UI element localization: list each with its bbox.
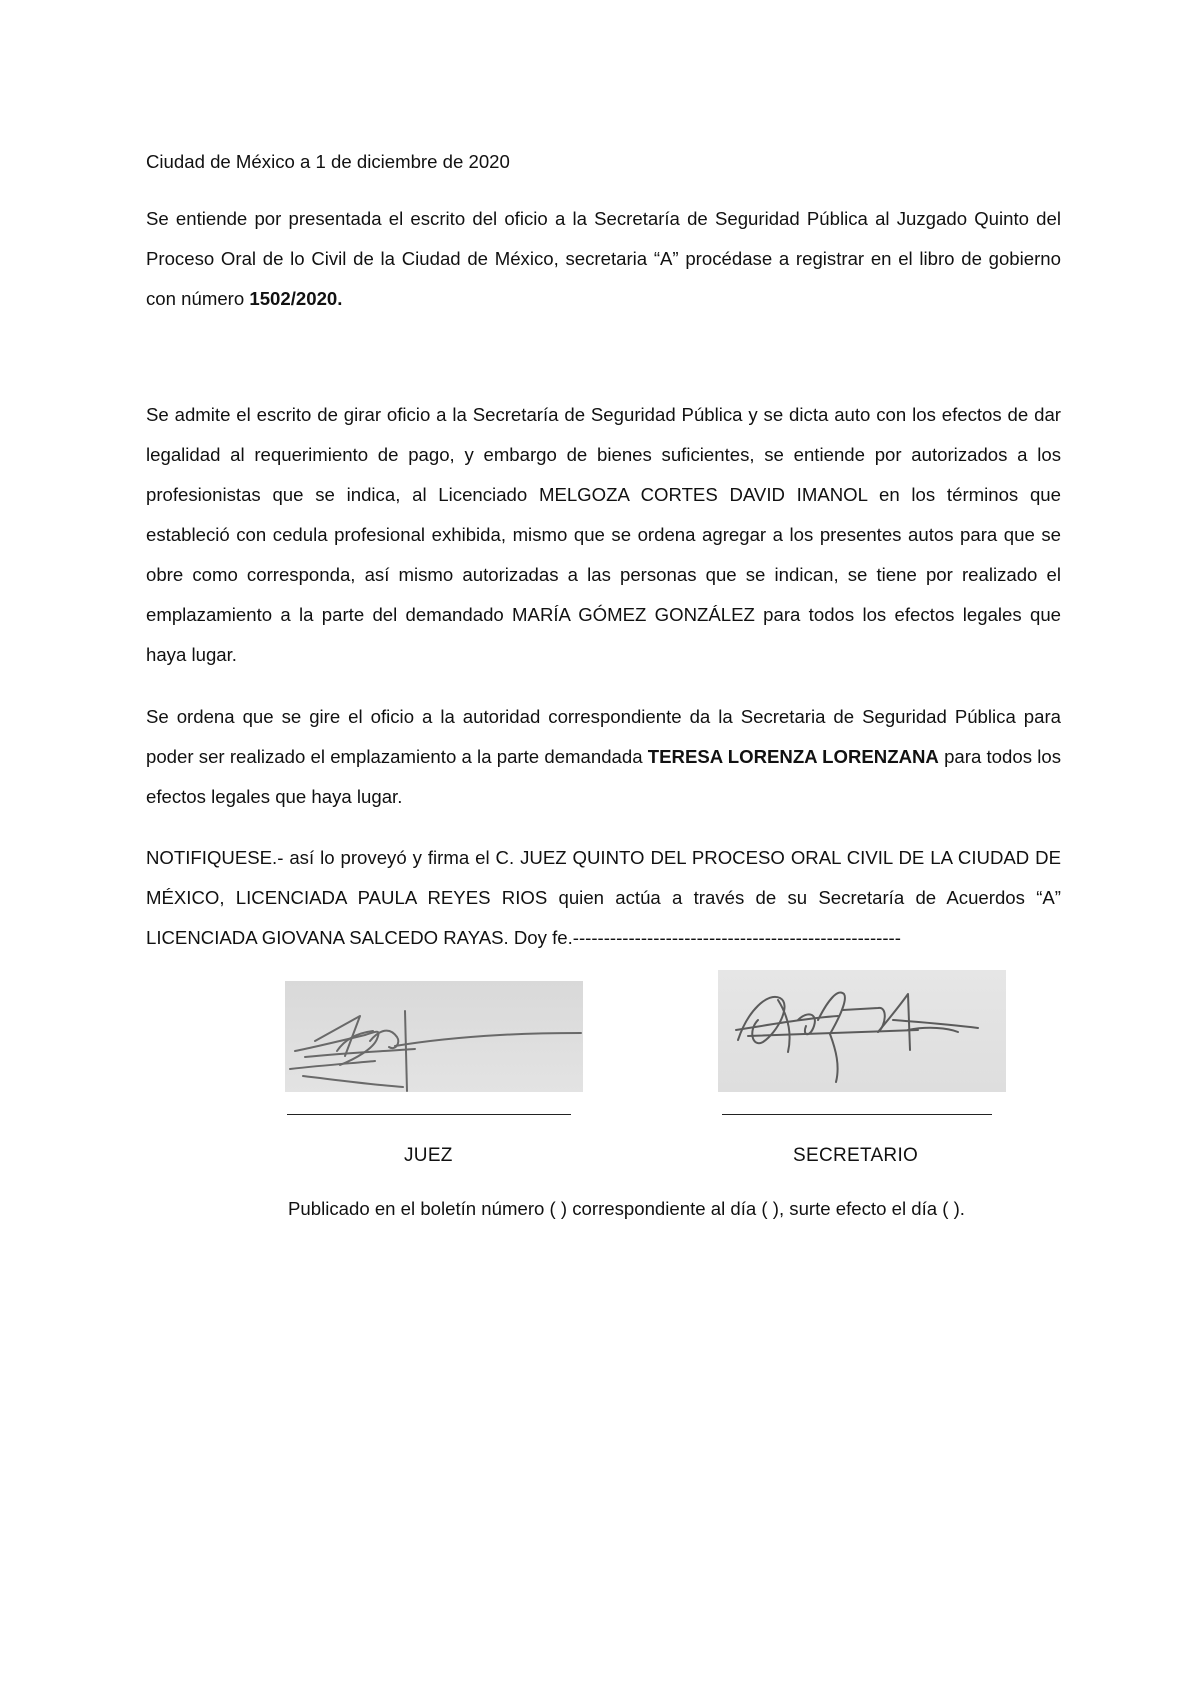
date-line: Ciudad de México a 1 de diciembre de 2020 <box>146 151 510 172</box>
paragraph-order <box>146 697 1061 817</box>
defendant-name: TERESA LORENZA LORENZANA <box>647 746 939 767</box>
judge-label: JUEZ <box>404 1145 453 1166</box>
judge-signature-line <box>287 1114 571 1115</box>
paragraph-notification: NOTIFIQUESE.- así lo proveyó y firma el C. JUEZ QUINTO DEL PROCESO ORAL CIVIL DE LA CIUDAD DE MÉXICO, LICENCIADA PAULA REYES RIOS quien actúa a través de su Secretaría de Acuerdos “A” LICENCIADA GIOVANA SALCEDO RAYAS. Doy fe.----------------------------------------------------- <box>146 847 1061 948</box>
secretary-label: SECRETARIO <box>793 1145 919 1166</box>
publication-line: Publicado en el boletín número ( ) correspondiente al día ( ), surte efecto el día ( ). <box>288 1198 965 1219</box>
paragraph-order-end: para todos los efectos legales que haya lugar. <box>146 746 1061 807</box>
case-number-period: . <box>337 288 343 309</box>
judge-signature-image <box>285 981 583 1092</box>
secretary-signature-image <box>718 970 1006 1092</box>
paragraph-order-text: Se ordena que se gire el oficio a la autoridad correspondiente da la Secretaria de Seguridad Pública para poder ser realizado el emplazamiento a la parte demandada <box>146 706 1061 767</box>
paragraph-registration <box>146 199 1061 319</box>
paragraph-registration-text: Se entiende por presentada el escrito del oficio a la Secretaría de Seguridad Pública al Juzgado Quinto del Proceso Oral de lo Civil de la Ciudad de México, secretaria “A” procédase a registrar en el libro de gobierno con número <box>146 208 1061 309</box>
secretary-signature-line <box>722 1114 992 1115</box>
case-number: 1502/2020 <box>249 288 338 309</box>
paragraph-admission: Se admite el escrito de girar oficio a la Secretaría de Seguridad Pública y se dicta auto con los efectos de dar legalidad al requerimiento de pago, y embargo de bienes suficientes, se entiende por autorizados a los profesionistas que se indica, al Licenciado MELGOZA CORTES DAVID IMANOL en los términos que estableció con cedula profesional exhibida, mismo que se ordena agregar a los presentes autos para que se obre como corresponda, así mismo autorizadas a las personas que se indican, se tiene por realizado el emplazamiento a la parte del demandado MARÍA GÓMEZ GONZÁLEZ para todos los efectos legales que haya lugar. <box>146 404 1061 665</box>
